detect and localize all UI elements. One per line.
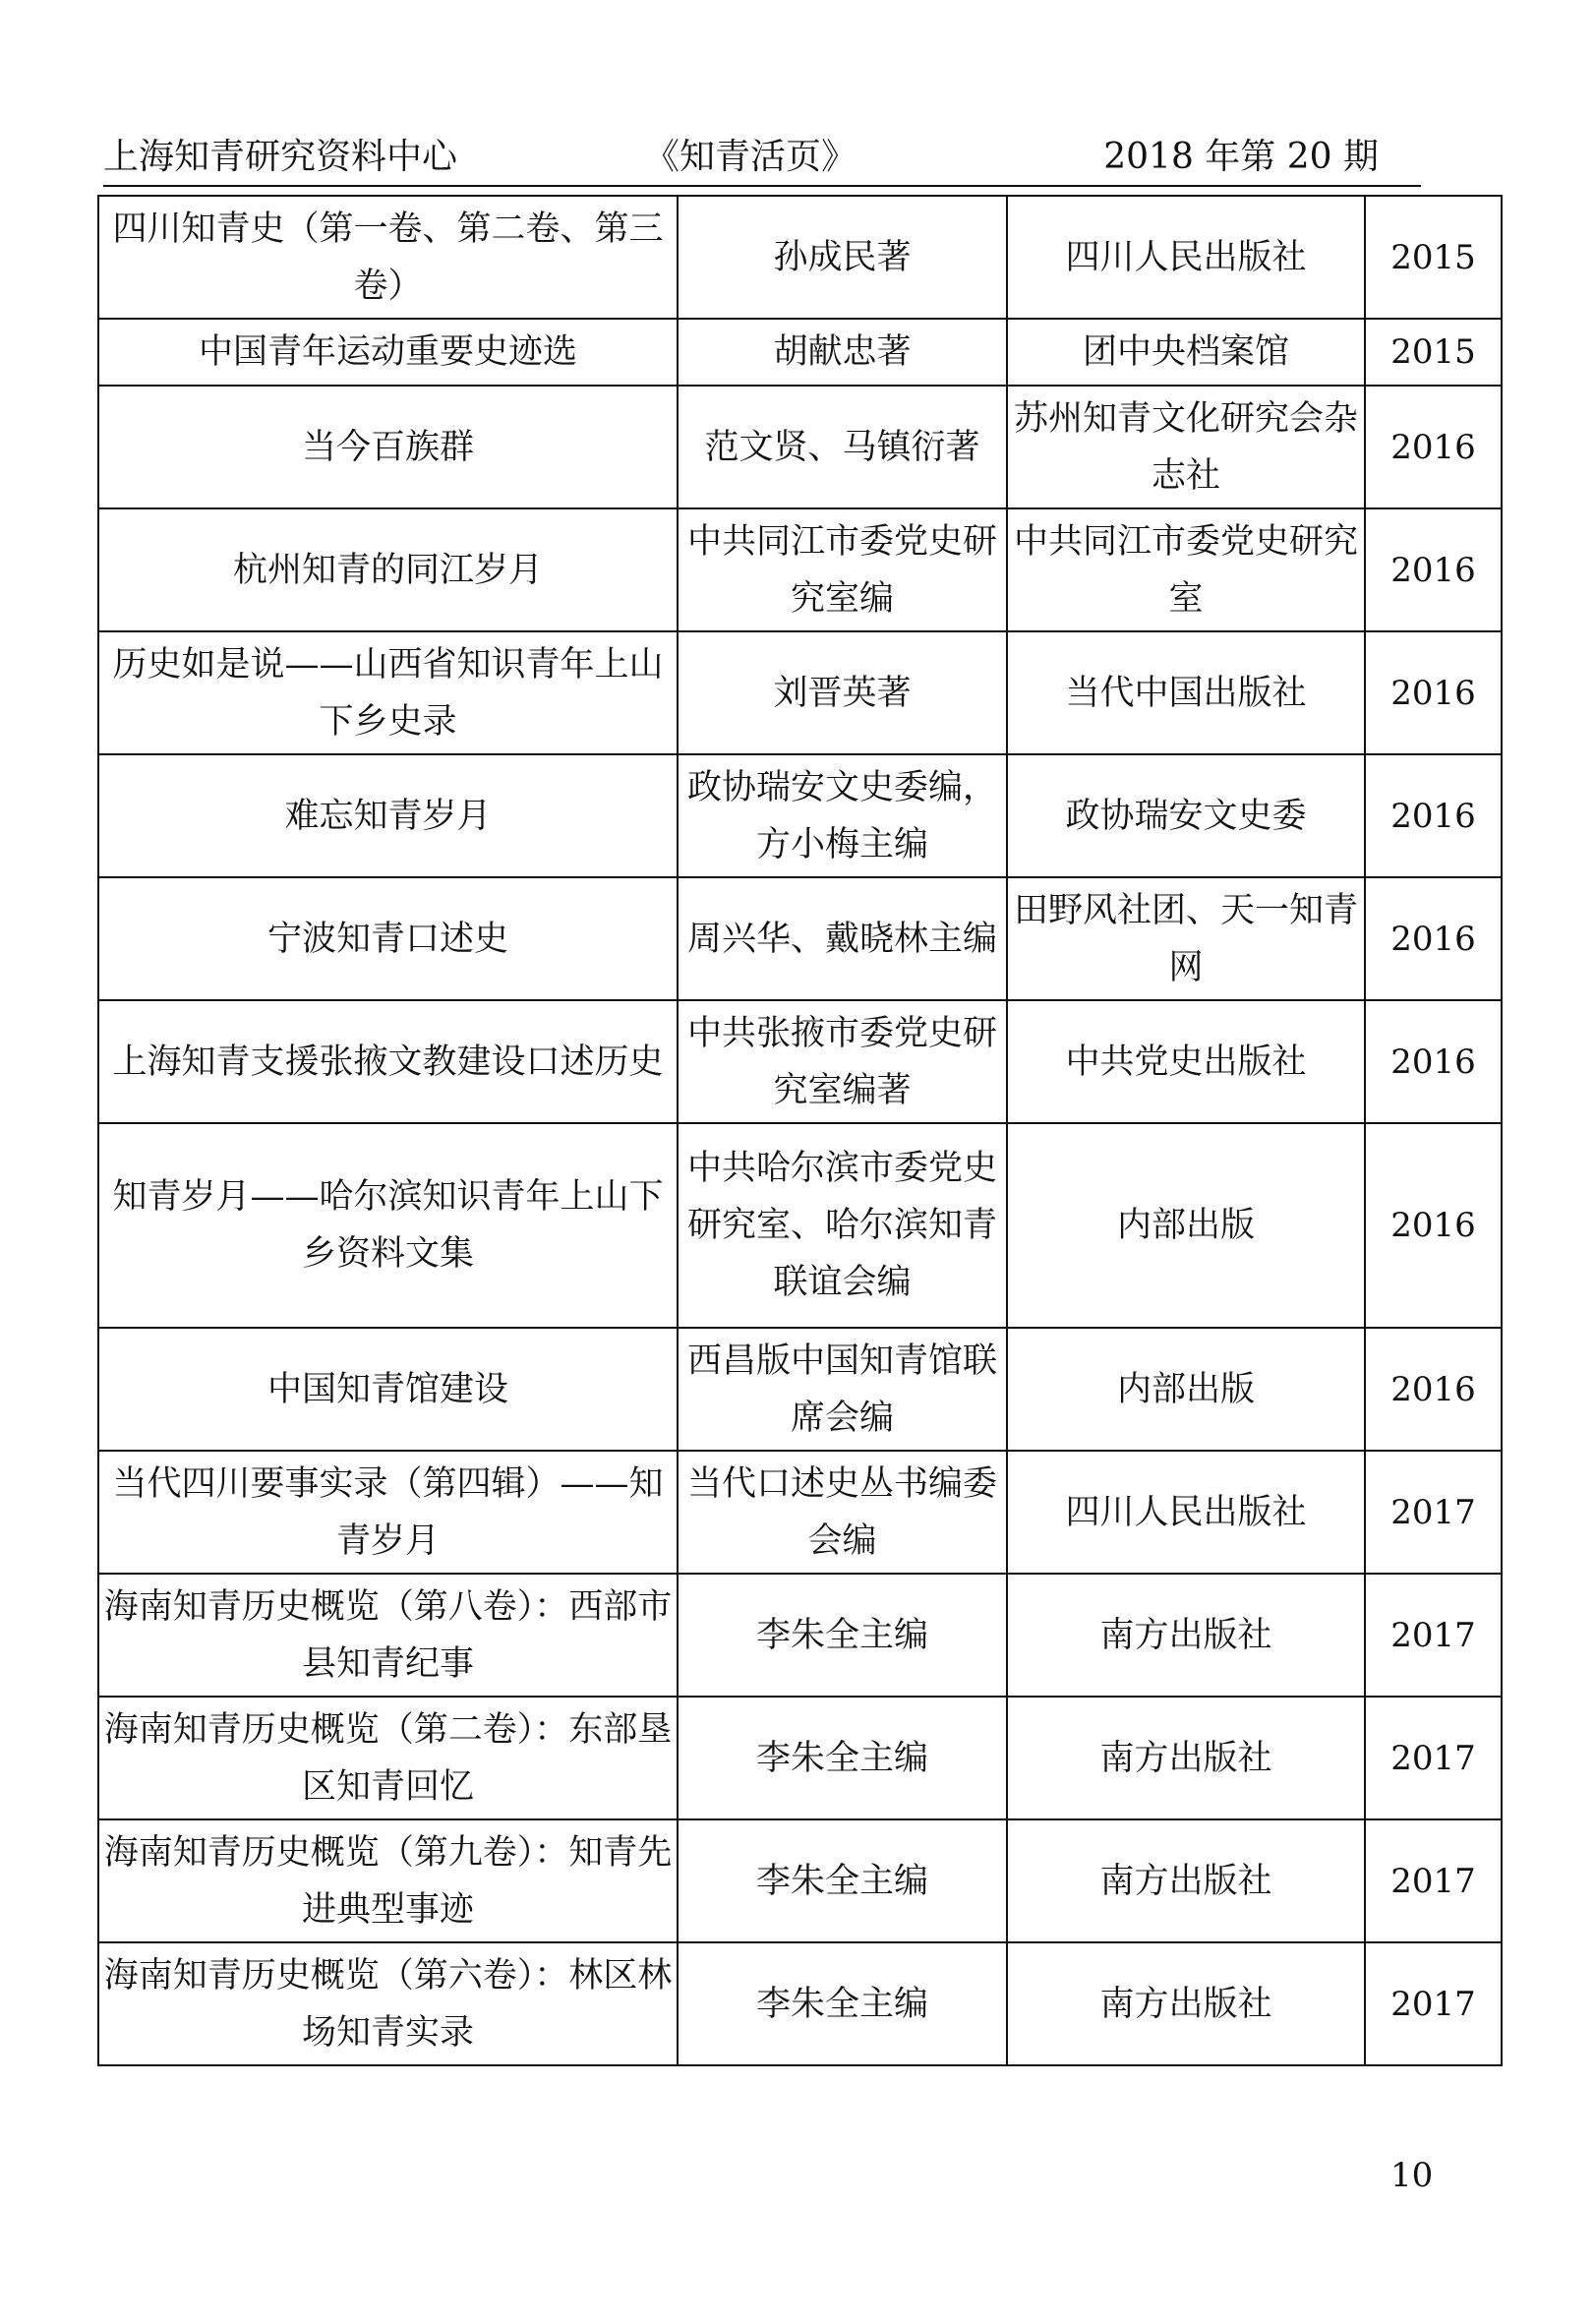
book-table [97,195,1503,2066]
book-year-cell: 2016 [1365,1000,1502,1123]
table-row [98,1574,1502,1697]
header-org: 上海知青研究资料中心 [103,137,458,177]
book-author-cell: 中共哈尔滨市委党史研究室、哈尔滨知青联谊会编 [678,1123,1007,1328]
book-publisher-cell: 中共党史出版社 [1007,1000,1365,1123]
book-table-body [98,196,1502,2065]
book-title-cell: 杭州知青的同江岁月 [98,508,678,631]
table-row [98,1328,1502,1451]
book-author-cell: 李朱全主编 [678,1819,1007,1942]
table-row [98,1451,1502,1574]
book-title-cell: 当今百族群 [98,386,678,508]
book-author-cell: 中共张掖市委党史研究室编著 [678,1000,1007,1123]
book-title-cell: 海南知青历史概览（第八卷）：西部市县知青纪事 [98,1574,678,1697]
book-author-cell: 李朱全主编 [678,1574,1007,1697]
table-row [98,386,1502,508]
book-author-cell: 李朱全主编 [678,1697,1007,1819]
book-year-cell: 2017 [1365,1819,1502,1942]
book-title-cell: 中国青年运动重要史迹选 [98,319,678,386]
book-title-cell: 当代四川要事实录（第四辑）——知青岁月 [98,1451,678,1574]
page-header [103,126,1421,187]
book-publisher-cell: 团中央档案馆 [1007,319,1365,386]
book-year-cell: 2016 [1365,754,1502,877]
book-publisher-cell: 四川人民出版社 [1007,1451,1365,1574]
page-number: 10 [1390,2156,1434,2195]
book-publisher-cell: 内部出版 [1007,1328,1365,1451]
book-year-cell: 2015 [1365,196,1502,319]
book-year-cell: 2015 [1365,319,1502,386]
table-row [98,196,1502,319]
book-title-cell: 四川知青史（第一卷、第二卷、第三卷） [98,196,678,319]
book-year-cell: 2016 [1365,877,1502,1000]
book-year-cell: 2017 [1365,1451,1502,1574]
book-title-cell: 海南知青历史概览（第九卷）：知青先进典型事迹 [98,1819,678,1942]
book-publisher-cell: 南方出版社 [1007,1942,1365,2065]
book-title-cell: 历史如是说——山西省知识青年上山下乡史录 [98,631,678,754]
book-year-cell: 2017 [1365,1697,1502,1819]
book-title-cell: 宁波知青口述史 [98,877,678,1000]
book-author-cell: 孙成民著 [678,196,1007,319]
book-author-cell: 刘晋英著 [678,631,1007,754]
book-author-cell: 周兴华、戴晓林主编 [678,877,1007,1000]
header-issue: 2018 年第 20 期 [1103,137,1379,177]
book-title-cell: 中国知青馆建设 [98,1328,678,1451]
book-author-cell: 胡献忠著 [678,319,1007,386]
header-publication: 《知青活页》 [644,137,857,177]
book-author-cell: 当代口述史丛书编委会编 [678,1451,1007,1574]
book-publisher-cell: 南方出版社 [1007,1819,1365,1942]
book-author-cell: 西昌版中国知青馆联席会编 [678,1328,1007,1451]
table-row [98,319,1502,386]
book-publisher-cell: 苏州知青文化研究会杂志社 [1007,386,1365,508]
table-row [98,631,1502,754]
book-publisher-cell: 内部出版 [1007,1123,1365,1328]
book-publisher-cell: 中共同江市委党史研究室 [1007,508,1365,631]
book-year-cell: 2016 [1365,1328,1502,1451]
book-title-cell: 海南知青历史概览（第六卷）：林区林场知青实录 [98,1942,678,2065]
table-row [98,1819,1502,1942]
table-row [98,1000,1502,1123]
book-title-cell: 难忘知青岁月 [98,754,678,877]
book-year-cell: 2017 [1365,1574,1502,1697]
book-publisher-cell: 南方出版社 [1007,1697,1365,1819]
book-publisher-cell: 政协瑞安文史委 [1007,754,1365,877]
book-author-cell: 政协瑞安文史委编，方小梅主编 [678,754,1007,877]
book-year-cell: 2016 [1365,631,1502,754]
book-publisher-cell: 田野风社团、天一知青网 [1007,877,1365,1000]
book-author-cell: 李朱全主编 [678,1942,1007,2065]
table-row [98,1123,1502,1328]
book-title-cell: 知青岁月——哈尔滨知识青年上山下乡资料文集 [98,1123,678,1328]
table-row [98,754,1502,877]
book-year-cell: 2016 [1365,508,1502,631]
book-publisher-cell: 南方出版社 [1007,1574,1365,1697]
book-author-cell: 范文贤、马镇衍著 [678,386,1007,508]
book-year-cell: 2016 [1365,386,1502,508]
book-year-cell: 2016 [1365,1123,1502,1328]
book-title-cell: 上海知青支援张掖文教建设口述历史 [98,1000,678,1123]
book-author-cell: 中共同江市委党史研究室编 [678,508,1007,631]
book-title-cell: 海南知青历史概览（第二卷）：东部垦区知青回忆 [98,1697,678,1819]
book-year-cell: 2017 [1365,1942,1502,2065]
table-row [98,508,1502,631]
book-publisher-cell: 当代中国出版社 [1007,631,1365,754]
table-row [98,1942,1502,2065]
table-row [98,1697,1502,1819]
book-publisher-cell: 四川人民出版社 [1007,196,1365,319]
table-row [98,877,1502,1000]
